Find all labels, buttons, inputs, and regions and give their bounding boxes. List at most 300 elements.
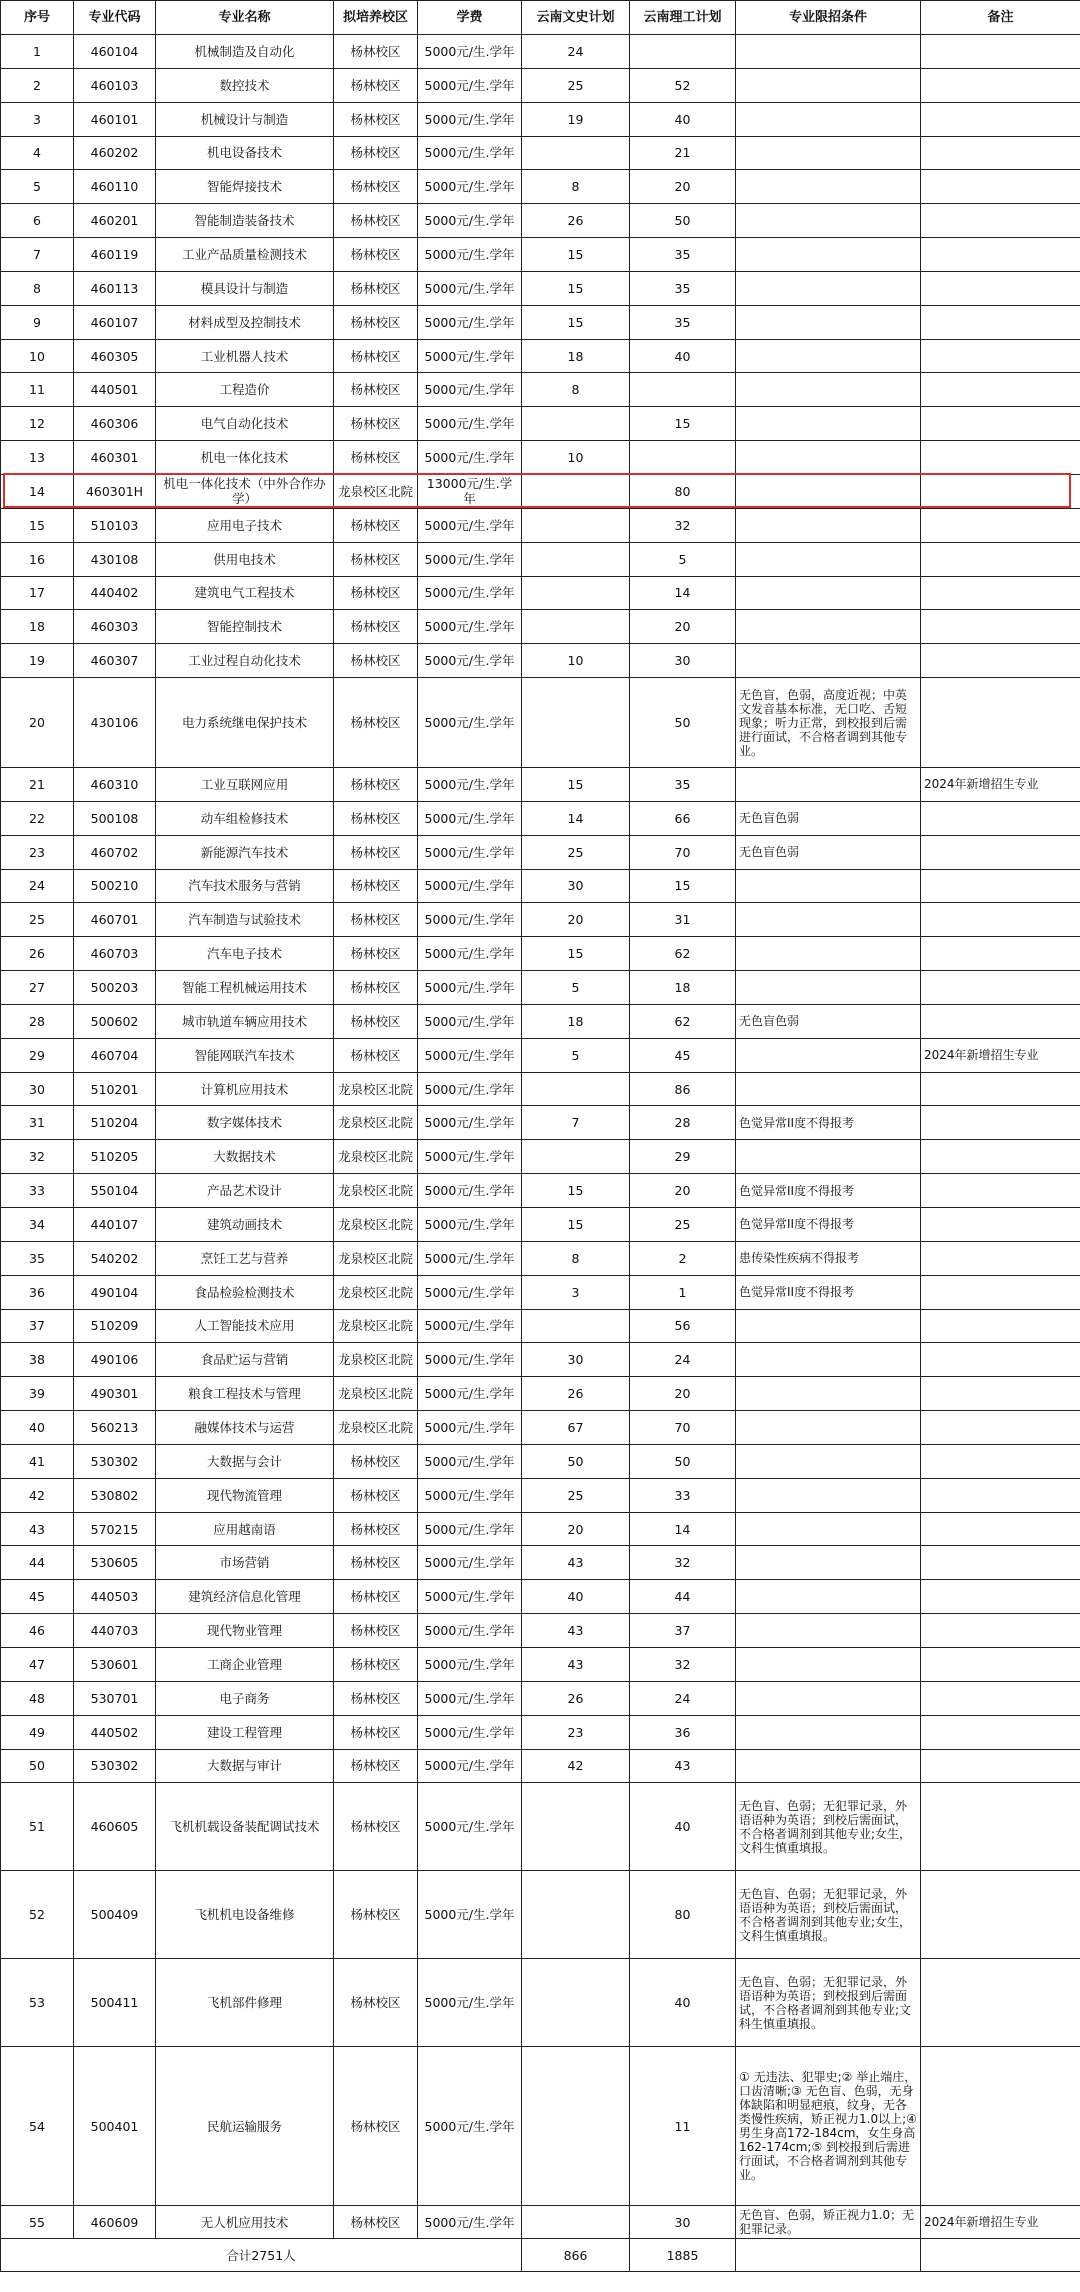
- cell-ligong: 32: [630, 1546, 736, 1580]
- cell-conditions: [736, 1512, 921, 1546]
- cell-ligong: 62: [630, 1004, 736, 1038]
- cell-tuition: 5000元/生.学年: [418, 238, 522, 272]
- cell-conditions: 无色盲色弱: [736, 835, 921, 869]
- cell-conditions: [736, 1749, 921, 1783]
- cell-conditions: [736, 1140, 921, 1174]
- cell-conditions: [736, 271, 921, 305]
- cell-code: 460202: [74, 136, 156, 170]
- cell-ligong: 21: [630, 136, 736, 170]
- cell-notes: [921, 1140, 1080, 1174]
- cell-code: 460301: [74, 441, 156, 475]
- cell-major: 现代物业管理: [156, 1614, 334, 1648]
- cell-code: 460103: [74, 68, 156, 102]
- cell-tuition: 5000元/生.学年: [418, 576, 522, 610]
- cell-conditions: [736, 610, 921, 644]
- cell-code: 460305: [74, 339, 156, 373]
- cell-tuition: 5000元/生.学年: [418, 204, 522, 238]
- cell-tuition: 5000元/生.学年: [418, 903, 522, 937]
- cell-tuition: 5000元/生.学年: [418, 1174, 522, 1208]
- cell-conditions: [736, 1546, 921, 1580]
- cell-conditions: [736, 136, 921, 170]
- cell-ligong: 15: [630, 407, 736, 441]
- cell-campus: 杨林校区: [334, 136, 418, 170]
- cell-notes: [921, 1478, 1080, 1512]
- cell-seq: 28: [1, 1004, 74, 1038]
- cell-tuition: 5000元/生.学年: [418, 35, 522, 69]
- cell-ligong: 24: [630, 1343, 736, 1377]
- cell-major: 智能控制技术: [156, 610, 334, 644]
- cell-code: 460306: [74, 407, 156, 441]
- cell-tuition: 5000元/生.学年: [418, 1614, 522, 1648]
- cell-wenshi: 25: [522, 835, 630, 869]
- cell-conditions: [736, 937, 921, 971]
- cell-seq: 16: [1, 542, 74, 576]
- cell-wenshi: [522, 678, 630, 768]
- cell-conditions: [736, 508, 921, 542]
- cell-tuition: 5000元/生.学年: [418, 971, 522, 1005]
- cell-conditions: [736, 869, 921, 903]
- cell-notes: [921, 474, 1080, 508]
- cell-seq: 12: [1, 407, 74, 441]
- cell-notes: [921, 68, 1080, 102]
- table-row: [1, 1004, 1080, 1038]
- table-row: [1, 869, 1080, 903]
- cell-wenshi: [522, 2206, 630, 2239]
- cell-wenshi: 15: [522, 1174, 630, 1208]
- cell-code: 460110: [74, 170, 156, 204]
- table-row: [1, 204, 1080, 238]
- cell-wenshi: 15: [522, 238, 630, 272]
- cell-tuition: 5000元/生.学年: [418, 644, 522, 678]
- cell-major: 建筑动画技术: [156, 1208, 334, 1242]
- cell-tuition: 5000元/生.学年: [418, 1647, 522, 1681]
- cell-major: 机械设计与制造: [156, 102, 334, 136]
- cell-tuition: 5000元/生.学年: [418, 768, 522, 802]
- cell-code: 500401: [74, 2047, 156, 2206]
- table-row: [1, 1959, 1080, 2047]
- cell-seq: 49: [1, 1715, 74, 1749]
- cell-conditions: [736, 1309, 921, 1343]
- table-row: [1, 68, 1080, 102]
- cell-campus: 杨林校区: [334, 1715, 418, 1749]
- cell-conditions: 色觉异常II度不得报考: [736, 1174, 921, 1208]
- cell-wenshi: [522, 1072, 630, 1106]
- cell-seq: 4: [1, 136, 74, 170]
- cell-seq: 46: [1, 1614, 74, 1648]
- cell-seq: 51: [1, 1783, 74, 1871]
- cell-major: 大数据技术: [156, 1140, 334, 1174]
- table-row: [1, 1072, 1080, 1106]
- cell-code: 490301: [74, 1377, 156, 1411]
- table-row: [1, 1444, 1080, 1478]
- cell-tuition: 5000元/生.学年: [418, 1343, 522, 1377]
- table-row: [1, 1580, 1080, 1614]
- table-row: [1, 610, 1080, 644]
- cell-tuition: 5000元/生.学年: [418, 1275, 522, 1309]
- cell-tuition: 13000元/生.学年: [418, 474, 522, 508]
- header-wenshi: 云南文史计划: [522, 1, 630, 35]
- cell-wenshi: 15: [522, 271, 630, 305]
- cell-campus: 龙泉校区北院: [334, 1106, 418, 1140]
- cell-notes: [921, 35, 1080, 69]
- cell-seq: 24: [1, 869, 74, 903]
- cell-tuition: 5000元/生.学年: [418, 2047, 522, 2206]
- cell-tuition: 5000元/生.学年: [418, 1072, 522, 1106]
- cell-conditions: 无色盲、色弱；无犯罪记录，外语语种为英语；到校后需面试，不合格者调剂到其他专业;女生，文科生慎重填报。: [736, 1871, 921, 1959]
- cell-ligong: 33: [630, 1478, 736, 1512]
- cell-notes: [921, 1959, 1080, 2047]
- cell-major: 模具设计与制造: [156, 271, 334, 305]
- cell-notes: [921, 1411, 1080, 1445]
- cell-major: 材料成型及控制技术: [156, 305, 334, 339]
- cell-wenshi: [522, 1309, 630, 1343]
- cell-seq: 14: [1, 474, 74, 508]
- cell-code: 440502: [74, 1715, 156, 1749]
- cell-wenshi: [522, 1871, 630, 1959]
- cell-seq: 10: [1, 339, 74, 373]
- cell-ligong: 5: [630, 542, 736, 576]
- cell-ligong: 24: [630, 1681, 736, 1715]
- cell-conditions: [736, 407, 921, 441]
- cell-seq: 19: [1, 644, 74, 678]
- cell-campus: 杨林校区: [334, 2047, 418, 2206]
- cell-notes: [921, 1580, 1080, 1614]
- header-tuition: 学费: [418, 1, 522, 35]
- cell-major: 工业产品质量检测技术: [156, 238, 334, 272]
- cell-tuition: 5000元/生.学年: [418, 102, 522, 136]
- cell-conditions: [736, 238, 921, 272]
- cell-seq: 30: [1, 1072, 74, 1106]
- cell-wenshi: 30: [522, 869, 630, 903]
- cell-code: 500203: [74, 971, 156, 1005]
- table-row: [1, 35, 1080, 69]
- cell-ligong: 30: [630, 2206, 736, 2239]
- cell-conditions: [736, 1038, 921, 1072]
- table-row: [1, 1614, 1080, 1648]
- cell-ligong: 52: [630, 68, 736, 102]
- cell-code: 560213: [74, 1411, 156, 1445]
- cell-tuition: 5000元/生.学年: [418, 1140, 522, 1174]
- cell-major: 汽车技术服务与营销: [156, 869, 334, 903]
- cell-seq: 20: [1, 678, 74, 768]
- cell-ligong: 50: [630, 678, 736, 768]
- header-major: 专业名称: [156, 1, 334, 35]
- cell-wenshi: 7: [522, 1106, 630, 1140]
- cell-code: 510204: [74, 1106, 156, 1140]
- table-row: [1, 937, 1080, 971]
- cell-ligong: 25: [630, 1208, 736, 1242]
- cell-ligong: 70: [630, 1411, 736, 1445]
- cell-major: 建筑经济信息化管理: [156, 1580, 334, 1614]
- cell-conditions: [736, 768, 921, 802]
- cell-major: 飞机机电设备维修: [156, 1871, 334, 1959]
- cell-ligong: 50: [630, 1444, 736, 1478]
- cell-code: 490106: [74, 1343, 156, 1377]
- cell-campus: 杨林校区: [334, 1004, 418, 1038]
- cell-seq: 33: [1, 1174, 74, 1208]
- cell-ligong: 28: [630, 1106, 736, 1140]
- table-row: [1, 1783, 1080, 1871]
- cell-conditions: [736, 644, 921, 678]
- cell-wenshi: 40: [522, 1580, 630, 1614]
- cell-campus: 杨林校区: [334, 678, 418, 768]
- cell-conditions: [736, 204, 921, 238]
- cell-wenshi: 23: [522, 1715, 630, 1749]
- cell-notes: [921, 102, 1080, 136]
- cell-notes: [921, 1647, 1080, 1681]
- cell-code: 460101: [74, 102, 156, 136]
- cell-seq: 7: [1, 238, 74, 272]
- cell-conditions: 色觉异常II度不得报考: [736, 1275, 921, 1309]
- cell-campus: 杨林校区: [334, 102, 418, 136]
- cell-major: 智能工程机械运用技术: [156, 971, 334, 1005]
- cell-seq: 5: [1, 170, 74, 204]
- cell-conditions: ① 无违法、犯罪史;② 举止端庄，口齿清晰;③ 无色盲、色弱，无身体缺陷和明显疤痕，纹身，无各类慢性疾病，矫正视力1.0以上;④ 男生身高172-184cm，女生身高162-174cm;⑤ 到校报到后需进行面试，不合格者调剂到其他专业。: [736, 2047, 921, 2206]
- cell-seq: 26: [1, 937, 74, 971]
- cell-conditions: [736, 373, 921, 407]
- cell-seq: 13: [1, 441, 74, 475]
- cell-seq: 6: [1, 204, 74, 238]
- cell-tuition: 5000元/生.学年: [418, 835, 522, 869]
- cell-code: 460107: [74, 305, 156, 339]
- table-row: [1, 1749, 1080, 1783]
- cell-major: 智能焊接技术: [156, 170, 334, 204]
- cell-seq: 52: [1, 1871, 74, 1959]
- cell-ligong: [630, 373, 736, 407]
- cell-code: 530601: [74, 1647, 156, 1681]
- cell-notes: [921, 1072, 1080, 1106]
- table-row: [1, 1478, 1080, 1512]
- cell-code: 530701: [74, 1681, 156, 1715]
- cell-ligong: 86: [630, 1072, 736, 1106]
- cell-code: 460113: [74, 271, 156, 305]
- cell-campus: 杨林校区: [334, 271, 418, 305]
- cell-campus: 杨林校区: [334, 35, 418, 69]
- cell-major: 工程造价: [156, 373, 334, 407]
- cell-tuition: 5000元/生.学年: [418, 1038, 522, 1072]
- cell-conditions: [736, 1343, 921, 1377]
- cell-notes: [921, 305, 1080, 339]
- cell-major: 工业互联网应用: [156, 768, 334, 802]
- table-row: [1, 576, 1080, 610]
- table-header-row: [1, 1, 1080, 35]
- cell-major: 机电设备技术: [156, 136, 334, 170]
- cell-seq: 45: [1, 1580, 74, 1614]
- cell-notes: [921, 1512, 1080, 1546]
- cell-notes: [921, 1377, 1080, 1411]
- cell-campus: 龙泉校区北院: [334, 1140, 418, 1174]
- cell-ligong: 35: [630, 768, 736, 802]
- cell-tuition: 5000元/生.学年: [418, 1241, 522, 1275]
- cell-code: 530302: [74, 1444, 156, 1478]
- cell-campus: 杨林校区: [334, 68, 418, 102]
- cell-ligong: 70: [630, 835, 736, 869]
- cell-wenshi: 20: [522, 903, 630, 937]
- cell-code: 570215: [74, 1512, 156, 1546]
- cell-tuition: 5000元/生.学年: [418, 1411, 522, 1445]
- cell-wenshi: 25: [522, 1478, 630, 1512]
- cell-major: 建筑电气工程技术: [156, 576, 334, 610]
- table-row: [1, 1309, 1080, 1343]
- table-row: [1, 678, 1080, 768]
- table-row: [1, 136, 1080, 170]
- cell-ligong: 32: [630, 508, 736, 542]
- cell-ligong: 40: [630, 1783, 736, 1871]
- cell-code: 460609: [74, 2206, 156, 2239]
- cell-ligong: 20: [630, 170, 736, 204]
- cell-notes: [921, 1783, 1080, 1871]
- cell-code: 500108: [74, 801, 156, 835]
- cell-ligong: 20: [630, 1174, 736, 1208]
- cell-campus: 杨林校区: [334, 508, 418, 542]
- cell-code: 460605: [74, 1783, 156, 1871]
- cell-code: 460104: [74, 35, 156, 69]
- cell-campus: 杨林校区: [334, 1580, 418, 1614]
- table-row: [1, 271, 1080, 305]
- cell-conditions: [736, 1681, 921, 1715]
- cell-notes: [921, 971, 1080, 1005]
- cell-seq: 21: [1, 768, 74, 802]
- cell-seq: 40: [1, 1411, 74, 1445]
- cell-seq: 55: [1, 2206, 74, 2239]
- cell-wenshi: 19: [522, 102, 630, 136]
- cell-seq: 53: [1, 1959, 74, 2047]
- cell-tuition: 5000元/生.学年: [418, 542, 522, 576]
- cell-notes: [921, 678, 1080, 768]
- table-row: [1, 542, 1080, 576]
- cell-code: 460701: [74, 903, 156, 937]
- table-row: [1, 1038, 1080, 1072]
- cell-notes: [921, 508, 1080, 542]
- cell-campus: 杨林校区: [334, 238, 418, 272]
- cell-campus: 杨林校区: [334, 903, 418, 937]
- cell-tuition: 5000元/生.学年: [418, 1749, 522, 1783]
- table-row: [1, 407, 1080, 441]
- cell-campus: 杨林校区: [334, 971, 418, 1005]
- cell-ligong: 44: [630, 1580, 736, 1614]
- cell-notes: [921, 1241, 1080, 1275]
- cell-notes: [921, 610, 1080, 644]
- cell-conditions: [736, 1478, 921, 1512]
- cell-code: 510103: [74, 508, 156, 542]
- cell-seq: 44: [1, 1546, 74, 1580]
- table-row: [1, 1871, 1080, 1959]
- cell-ligong: 40: [630, 1959, 736, 2047]
- cell-wenshi: 43: [522, 1647, 630, 1681]
- cell-major: 供用电技术: [156, 542, 334, 576]
- cell-conditions: [736, 339, 921, 373]
- table-row: [1, 903, 1080, 937]
- cell-tuition: 5000元/生.学年: [418, 339, 522, 373]
- cell-seq: 43: [1, 1512, 74, 1546]
- cell-tuition: 5000元/生.学年: [418, 136, 522, 170]
- cell-campus: 杨林校区: [334, 407, 418, 441]
- cell-wenshi: 67: [522, 1411, 630, 1445]
- cell-campus: 杨林校区: [334, 170, 418, 204]
- cell-notes: [921, 204, 1080, 238]
- cell-tuition: 5000元/生.学年: [418, 678, 522, 768]
- cell-conditions: [736, 305, 921, 339]
- cell-ligong: 43: [630, 1749, 736, 1783]
- cell-code: 440501: [74, 373, 156, 407]
- cell-seq: 23: [1, 835, 74, 869]
- cell-conditions: 无色盲，色弱，高度近视；中英文发音基本标准，无口吃、舌短现象；听力正常，到校报到后需进行面试，不合格者调到其他专业。: [736, 678, 921, 768]
- cell-campus: 龙泉校区北院: [334, 1343, 418, 1377]
- cell-seq: 41: [1, 1444, 74, 1478]
- cell-wenshi: 15: [522, 937, 630, 971]
- cell-code: 440503: [74, 1580, 156, 1614]
- cell-campus: 杨林校区: [334, 1512, 418, 1546]
- cell-seq: 11: [1, 373, 74, 407]
- cell-conditions: [736, 1072, 921, 1106]
- cell-wenshi: [522, 576, 630, 610]
- cell-notes: [921, 1749, 1080, 1783]
- total-ligong: 1885: [630, 2239, 736, 2272]
- cell-seq: 15: [1, 508, 74, 542]
- cell-conditions: [736, 1411, 921, 1445]
- cell-code: 460301H: [74, 474, 156, 508]
- cell-notes: [921, 136, 1080, 170]
- cell-campus: 龙泉校区北院: [334, 1072, 418, 1106]
- cell-seq: 17: [1, 576, 74, 610]
- table-row: [1, 441, 1080, 475]
- cell-code: 540202: [74, 1241, 156, 1275]
- cell-campus: 杨林校区: [334, 339, 418, 373]
- table-row: [1, 801, 1080, 835]
- cell-major: 电力系统继电保护技术: [156, 678, 334, 768]
- cell-major: 汽车制造与试验技术: [156, 903, 334, 937]
- cell-wenshi: 5: [522, 971, 630, 1005]
- cell-wenshi: [522, 136, 630, 170]
- cell-conditions: 色觉异常II度不得报考: [736, 1106, 921, 1140]
- table-row: [1, 2206, 1080, 2239]
- cell-notes: [921, 271, 1080, 305]
- cell-ligong: 36: [630, 1715, 736, 1749]
- cell-wenshi: [522, 1783, 630, 1871]
- cell-notes: [921, 1004, 1080, 1038]
- table-row: [1, 1174, 1080, 1208]
- cell-major: 数字媒体技术: [156, 1106, 334, 1140]
- cell-campus: 杨林校区: [334, 2206, 418, 2239]
- cell-notes: [921, 1614, 1080, 1648]
- total-empty-note: [921, 2239, 1080, 2272]
- cell-wenshi: 43: [522, 1614, 630, 1648]
- cell-wenshi: [522, 474, 630, 508]
- cell-seq: 25: [1, 903, 74, 937]
- cell-campus: 杨林校区: [334, 1783, 418, 1871]
- cell-code: 510201: [74, 1072, 156, 1106]
- cell-conditions: [736, 542, 921, 576]
- table-row: [1, 1377, 1080, 1411]
- cell-wenshi: 26: [522, 1377, 630, 1411]
- cell-conditions: [736, 68, 921, 102]
- cell-major: 动车组检修技术: [156, 801, 334, 835]
- cell-tuition: 5000元/生.学年: [418, 1580, 522, 1614]
- table-row: [1, 1647, 1080, 1681]
- cell-notes: [921, 1871, 1080, 1959]
- cell-conditions: 无色盲、色弱；无犯罪记录，外语语种为英语；到校后需面试，不合格者调剂到其他专业;女生，文科生慎重填报。: [736, 1783, 921, 1871]
- cell-ligong: 35: [630, 271, 736, 305]
- cell-conditions: [736, 35, 921, 69]
- total-label: 合计2751人: [1, 2239, 522, 2272]
- cell-ligong: 11: [630, 2047, 736, 2206]
- cell-seq: 36: [1, 1275, 74, 1309]
- cell-code: 430106: [74, 678, 156, 768]
- cell-wenshi: 14: [522, 801, 630, 835]
- table-row: [1, 339, 1080, 373]
- cell-notes: [921, 1546, 1080, 1580]
- cell-conditions: [736, 971, 921, 1005]
